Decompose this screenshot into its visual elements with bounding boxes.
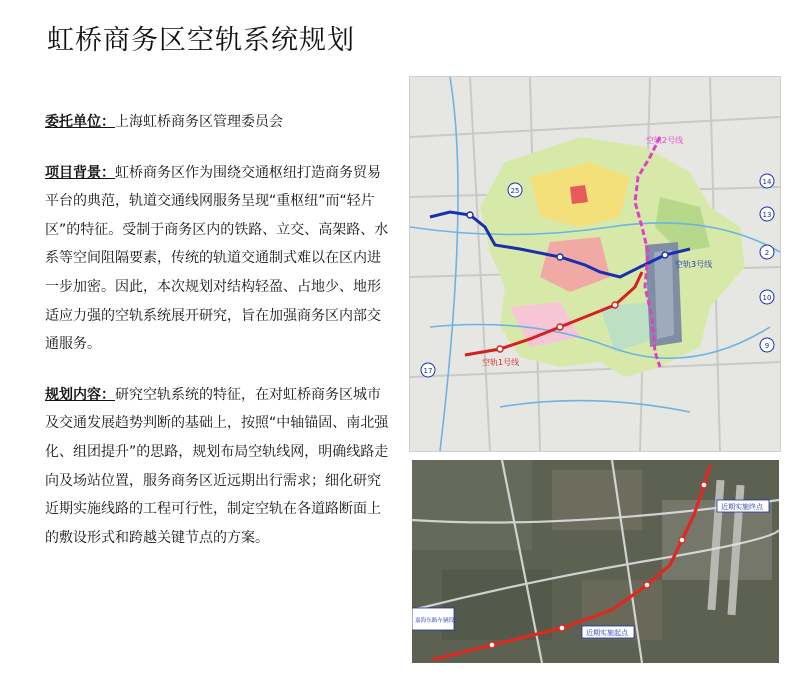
route-badge-14: 14 [762,178,772,186]
section-content-label: 规划内容： [45,386,115,403]
callout-near-term-start: 近期实施起点 [586,629,628,637]
route-badge-2: 2 [764,249,770,257]
detail-map-svg [412,460,779,663]
route-badge-9: 9 [764,342,770,350]
section-client-label: 委托单位： [45,114,115,130]
section-background-label: 项目背景： [45,164,115,181]
text-column [45,108,393,574]
route-badge-10: 10 [762,294,772,302]
section-content [45,381,393,553]
network-plan-svg [410,77,780,451]
callout-depot: 嘉海东路车辆段 [415,618,455,624]
callout-near-term-end: 近期实施终点 [721,503,763,511]
section-client [45,108,393,137]
route-badge-25: 25 [510,187,520,195]
route-badge-17: 17 [423,367,433,375]
section-background-text: 虹桥商务区作为围绕交通枢纽打造商务贸易平台的典范，轨道交通线网服务呈现“重枢纽”而“轻片区”的特征。受制于商务区内的铁路、立交、高架路、水系等空间阻隔要素，传统的轨道交通制式难以在区内进一步加密。因此，本次规划对结构轻盈、占地少、地形适应力强的空轨系统展开研究，旨在加强商务区内部交通服务。 [45,164,389,353]
line3-label: 空轨3号线 [675,260,713,269]
route-badge-13: 13 [762,211,772,219]
section-content-text: 研究空轨系统的特征，在对虹桥商务区城市及交通发展趋势判断的基础上，按照“中轴锚固、南北强化、组团提升”的思路，规划布局空轨线网，明确线路走向及场站位置，服务商务区近远期出行需求；细化研究近期实施线路的工程可行性，制定空轨在各道路断面上的敷设形式和跨越关键节点的方案。 [45,386,389,546]
section-background [45,159,393,359]
line2-label: 空轨2号线 [646,136,684,145]
network-plan-map [409,76,781,452]
near-term-detail-map [412,460,779,663]
line1-label: 空轨1号线 [482,358,520,367]
page-title: 虹桥商务区空轨系统规划 [47,25,355,56]
section-client-text: 上海虹桥商务区管理委员会 [115,114,283,130]
